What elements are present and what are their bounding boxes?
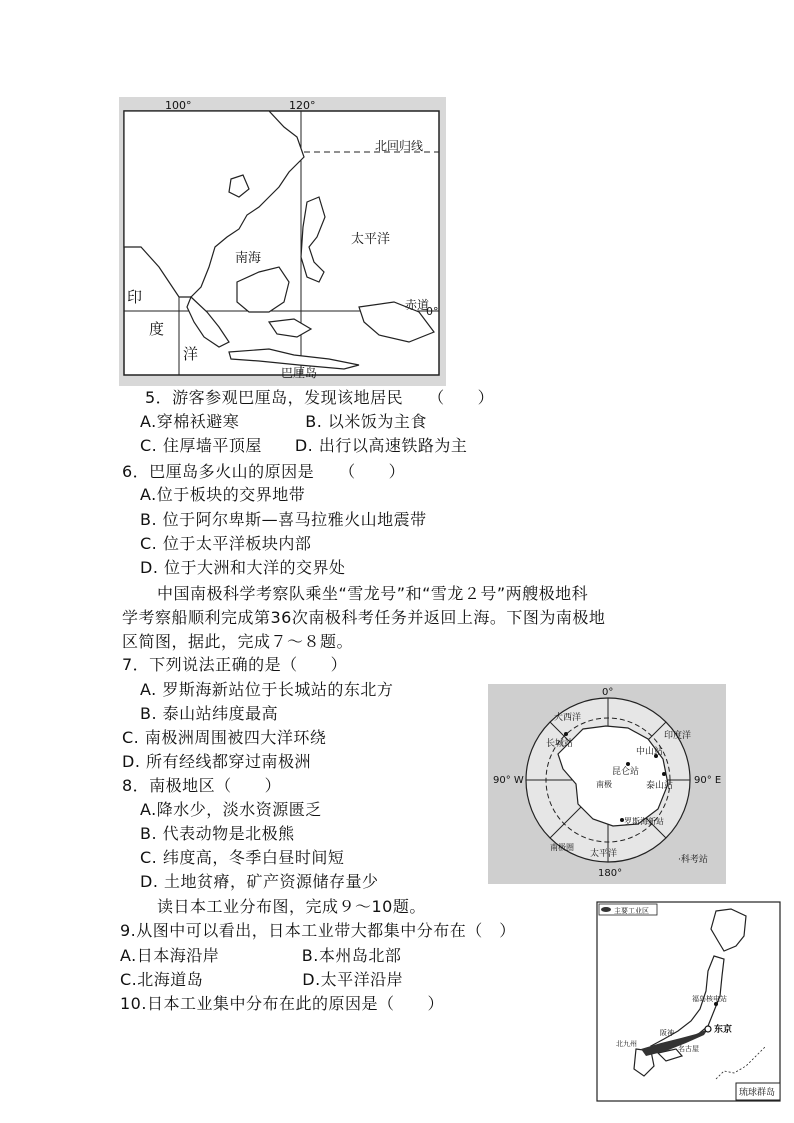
japan-kitakyushu-label: 北九州	[616, 1040, 637, 1048]
indian-label-1: 印	[127, 288, 143, 306]
tropic-label: 北回归线	[375, 139, 424, 153]
q7-option-b: B. 泰山站纬度最高	[140, 704, 279, 723]
q8-option-c: C. 纬度高，冬季白昼时间短	[140, 848, 345, 867]
bali-label: 巴厘岛	[281, 366, 318, 380]
q6-stem: 6．巴厘岛多火山的原因是 （ ）	[122, 462, 406, 481]
ant-yindu-label: 印度洋	[664, 731, 692, 741]
q8-option-a: A.降水少，淡水资源匮乏	[140, 800, 322, 819]
passage-line-3: 区简图，据此，完成７～８题。	[122, 632, 354, 651]
equator-label: 赤道	[405, 298, 430, 312]
passage-line-2: 学考察船顺利完成第36次南极科考任务并返回上海。下图为南极地	[122, 608, 606, 627]
q10-stem: 10.日本工业集中分布在此的原因是（ ）	[120, 994, 444, 1013]
south-sea-label: 南海	[235, 251, 262, 266]
q7-option-d: D. 所有经线都穿过南极洲	[122, 752, 311, 771]
ant-legend-label: ·科考站	[678, 855, 708, 865]
q5-stem: 5．游客参观巴厘岛，发现该地居民 （ ）	[145, 388, 495, 407]
ant-bottom-label: 180°	[598, 868, 623, 879]
q8-option-d: D. 土地贫瘠，矿产资源储存量少	[140, 872, 379, 891]
ant-right-label: 90° E	[694, 775, 722, 786]
tokyo-marker	[705, 1026, 711, 1032]
ant-changcheng-label: 长城站	[546, 739, 574, 749]
q7-option-a: A. 罗斯海新站位于长城站的东北方	[140, 680, 394, 699]
japan-ryukyu-label: 琉球群岛	[739, 1088, 776, 1098]
lon-100-label: 100°	[165, 99, 192, 112]
japan-tokyo-label: 东京	[714, 1025, 733, 1035]
q6-option-d: D. 位于大洲和大洋的交界处	[140, 558, 346, 577]
southeast-asia-map-svg	[119, 97, 446, 386]
ant-pacific-label: 太平洋	[590, 849, 618, 859]
antarctica-map	[488, 684, 726, 884]
q6-option-a: A.位于板块的交界地带	[140, 485, 306, 504]
indian-label-3: 洋	[183, 345, 199, 363]
japan-fukushima-label: 福岛核电站	[692, 995, 727, 1003]
japan-nagoya-label: 名古屋	[678, 1045, 699, 1053]
southeast-asia-map	[119, 97, 446, 386]
pacific-label: 太平洋	[351, 232, 391, 247]
ant-nanjiquan-label: 南极圈	[550, 843, 574, 852]
station-kunlun-marker	[626, 762, 630, 766]
passage-japan: 读日本工业分布图，完成９～10题。	[157, 897, 426, 916]
japan-legend-label: 主要工业区	[614, 907, 649, 915]
antarctica-map-svg	[488, 684, 726, 884]
q9-row-ab: A.日本海沿岸 B.本州岛北部	[120, 946, 402, 965]
q8-option-b: B. 代表动物是北极熊	[140, 824, 295, 843]
ant-luosi-label: 罗斯海新站	[624, 817, 664, 826]
ant-taishan-label: 泰山站	[646, 781, 674, 791]
japan-hanshin-label: 阪神	[660, 1029, 674, 1037]
ant-zhongshan-label: 中山站	[636, 747, 664, 757]
q9-stem: 9.从图中可以看出，日本工业带大都集中分布在（ ）	[120, 921, 516, 940]
indian-label-2: 度	[149, 320, 165, 338]
q7-option-c: C. 南极洲周围被四大洋环绕	[122, 728, 327, 747]
q6-option-b: B. 位于阿尔卑斯—喜马拉雅火山地震带	[140, 510, 427, 529]
q8-stem: 8．南极地区（ ）	[122, 776, 282, 795]
station-taishan-marker	[662, 772, 666, 776]
q5-row-cd: C. 住厚墙平顶屋 D. 出行以高速铁路为主	[140, 436, 468, 455]
ant-daxi-label: 大西洋	[554, 713, 582, 723]
ant-nanji-label: 南极	[596, 780, 612, 789]
ant-top-label: 0°	[602, 687, 614, 698]
lon-120-label: 120°	[289, 99, 316, 112]
q6-option-c: C. 位于太平洋板块内部	[140, 534, 312, 553]
japan-map-svg	[596, 901, 781, 1102]
q7-stem: 7．下列说法正确的是（ ）	[122, 655, 348, 674]
japan-map	[596, 901, 781, 1102]
ant-left-label: 90° W	[493, 775, 524, 786]
station-changcheng-marker	[564, 732, 568, 736]
q9-row-cd: C.北海道岛 D.太平洋沿岸	[120, 970, 404, 989]
ant-kunlun-label: 昆仑站	[612, 767, 640, 777]
zero-label: 0°	[426, 305, 439, 318]
passage-line-1: 中国南极科学考察队乘坐“雪龙号”和“雪龙２号”两艘极地科	[157, 584, 589, 603]
q5-row-ab: A.穿棉袄避寒 B. 以米饭为主食	[140, 412, 427, 431]
